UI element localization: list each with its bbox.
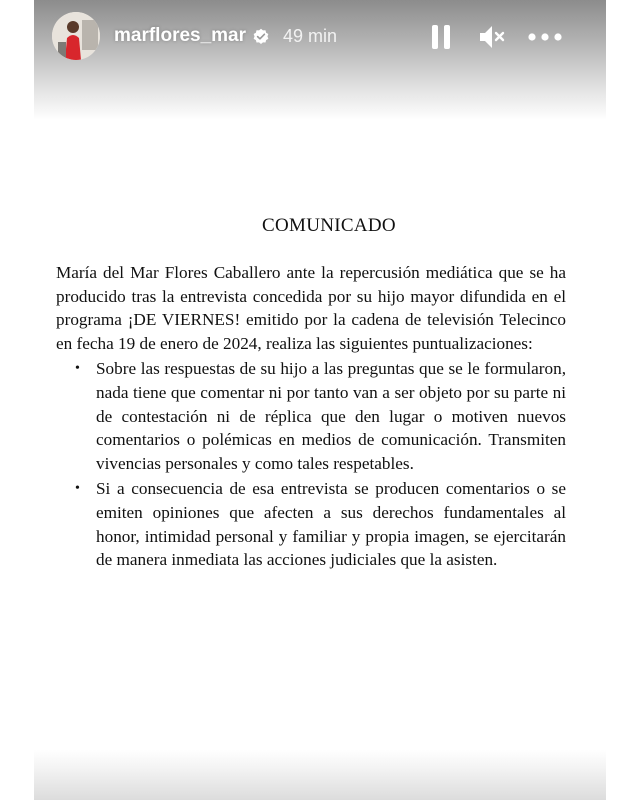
post-time: 49 min <box>283 26 338 46</box>
story-header <box>34 0 606 76</box>
bullet-marker: • <box>75 361 80 377</box>
bullet-item <box>56 477 566 571</box>
bullet-item <box>56 357 566 475</box>
bottom-gradient-overlay <box>34 750 606 800</box>
story-username[interactable]: marflores_mar <box>114 25 247 46</box>
document-bullet-list <box>56 357 566 571</box>
bullet-text: Si a consecuencia de esa entrevista se producen comentarios o se emiten opiniones que afecten a sus derechos fundamentales al honor, intimidad personal y familiar y propia imagen, se ejercitarán de manera inmediata las acciones judiciales que la asisten. <box>96 479 566 570</box>
pause-icon[interactable] <box>430 24 452 50</box>
story-viewer[interactable] <box>34 0 606 800</box>
document-title: COMUNICADO <box>262 215 396 236</box>
document-intro-paragraph: María del Mar Flores Caballero ante la repercusión mediática que se ha producido tras la entrevista concedida por su hijo mayor difundida en el programa ¡DE VIERNES! emitido por la cadena de televisión Telecinco en fecha 19 de enero de 2024, realiza las siguientes puntualizaciones: <box>56 263 566 353</box>
bullet-text: Sobre las respuestas de su hijo a las preguntas que se le formularon, nada tiene que comentar ni por tanto van a ser objeto por su parte ni de contestación ni de réplica que den lugar o motiven nuevos comentarios o polémicas en medios de comunicación. Transmiten vivencias personales y como tales respetables. <box>96 359 566 473</box>
bullet-marker: • <box>75 481 80 497</box>
more-options-icon[interactable] <box>528 27 562 47</box>
verified-badge-icon <box>252 28 270 46</box>
statement-document <box>56 215 566 574</box>
profile-avatar[interactable] <box>52 12 100 60</box>
speaker-muted-icon[interactable] <box>478 24 506 50</box>
avatar-image <box>52 12 100 60</box>
